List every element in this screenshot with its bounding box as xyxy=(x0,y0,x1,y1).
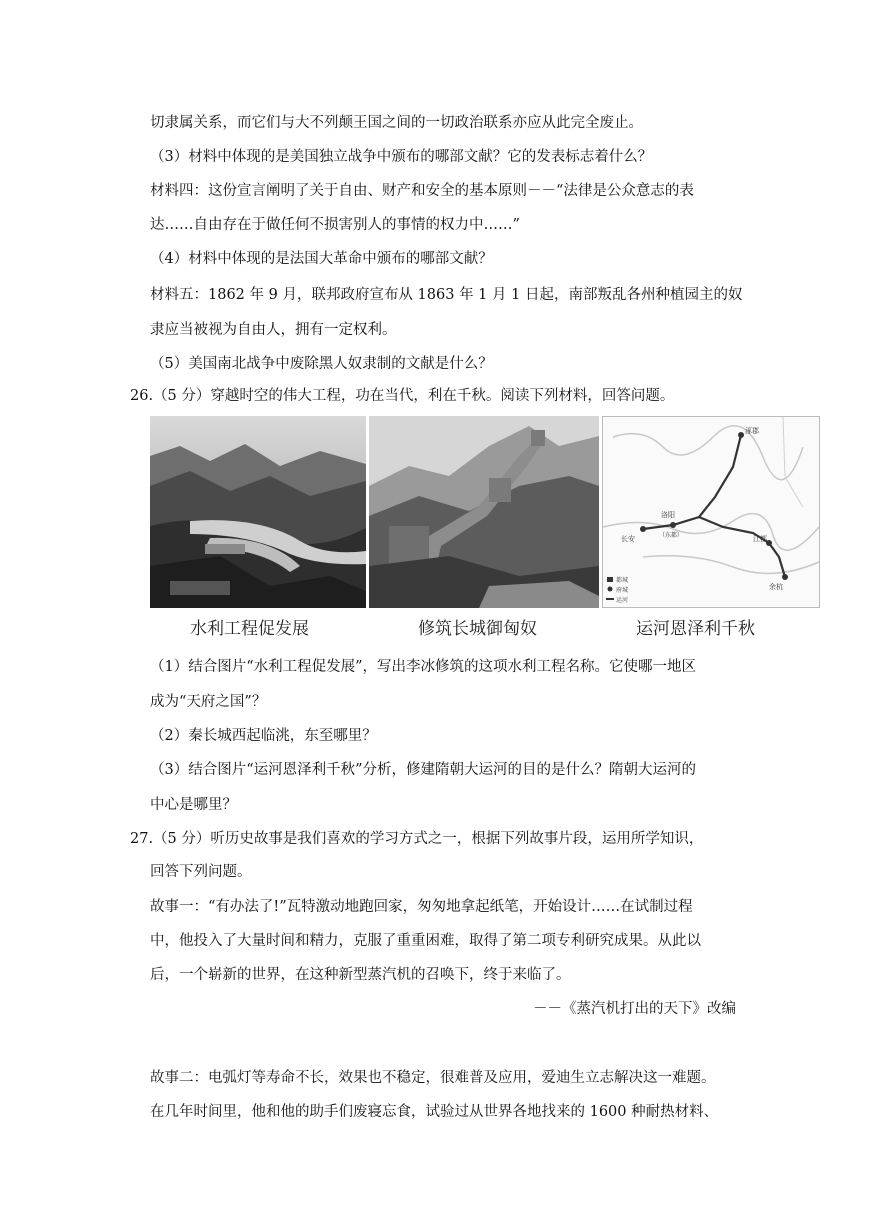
dujiangyan-photo xyxy=(150,416,366,608)
question-26-1-line-1: （1）结合图片“水利工程促发展”，写出李冰修筑的这项水利工程名称。它使哪一地区 xyxy=(150,659,697,675)
figure-row xyxy=(150,416,820,608)
question-27-line-2: 回答下列问题。 xyxy=(150,864,252,880)
question-26: 26.（5 分）穿越时空的伟大工程，功在当代，利在千秋。阅读下列材料，回答问题。 xyxy=(130,388,675,404)
question-25-4: （4）材料中体现的是法国大革命中颁布的哪部文献？ xyxy=(150,251,493,267)
question-27-line-1: 27.（5 分）听历史故事是我们喜欢的学习方式之一，根据下列故事片段，运用所学知识， xyxy=(130,831,704,847)
grand-canal-map xyxy=(602,416,820,608)
material-4-line-1: 材料四：这份宣言阐明了关于自由、财产和安全的基本原则－－“法律是公众意志的表 xyxy=(150,183,694,199)
material-5-line-1: 材料五：1862 年 9 月，联邦政府宣布从 1863 年 1 月 1 日起，南部叛乱各州种植园主的奴 xyxy=(150,287,743,303)
map-label-yuhang: 余杭 xyxy=(769,583,783,591)
question-26-2: （2）秦长城西起临洮，东至哪里？ xyxy=(150,728,377,744)
map-label-dongdu: （东都） xyxy=(659,532,684,539)
question-25-5: （5）美国南北战争中废除黑人奴隶制的文献是什么？ xyxy=(150,356,493,372)
question-26-3-line-2: 中心是哪里？ xyxy=(150,797,237,813)
great-wall-photo xyxy=(369,416,599,608)
map-label-luoyang: 洛阳 xyxy=(661,511,675,519)
material-4-line-2: 达……自由存在于做任何不损害别人的事情的权力中……” xyxy=(150,217,520,233)
map-legend-canal: 运河 xyxy=(616,597,629,604)
map-label-jiangdu: 江都 xyxy=(753,535,767,543)
caption-great-wall: 修筑长城御匈奴 xyxy=(418,619,537,639)
story-1-line-3: 后，一个崭新的世界，在这种新型蒸汽机的召唤下，终于来临了。 xyxy=(150,967,571,983)
story-1-line-2: 中，他投入了大量时间和精力，克服了重重困难，取得了第二项专利研究成果。从此以 xyxy=(150,933,701,949)
question-25-3: （3）材料中体现的是美国独立战争中颁布的哪部文献？它的发表标志着什么？ xyxy=(150,149,653,165)
story-2-line-1: 故事二：电弧灯等寿命不长，效果也不稳定，很难普及应用，爱迪生立志解决这一难题。 xyxy=(150,1070,716,1086)
material-5-line-2: 隶应当被视为自由人，拥有一定权利。 xyxy=(150,322,397,338)
question-26-1-line-2: 成为“天府之国”？ xyxy=(150,694,267,710)
story-1-source: －－《蒸汽机打出的天下》改编 xyxy=(533,1001,736,1017)
text-line: 切隶属关系，而它们与大不列颠王国之间的一切政治联系亦应从此完全废止。 xyxy=(150,115,643,131)
caption-water-project: 水利工程促发展 xyxy=(190,619,309,639)
map-label-changan: 长安 xyxy=(621,535,635,543)
map-legend-city: 府城 xyxy=(616,587,629,594)
map-label-zhuojun: 涿郡 xyxy=(745,427,759,435)
caption-grand-canal: 运河恩泽利千秋 xyxy=(636,619,755,639)
story-2-line-2: 在几年时间里，他和他的助手们废寝忘食，试验过从世界各地找来的 1600 种耐热材料、 xyxy=(150,1104,719,1120)
question-26-3-line-1: （3）结合图片“运河恩泽利千秋”分析，修建隋朝大运河的目的是什么？隋朝大运河的 xyxy=(150,762,697,778)
story-1-line-1: 故事一：“有办法了!”瓦特激动地跑回家，匆匆地拿起纸笔，开始设计……在试制过程 xyxy=(150,899,693,915)
map-legend-capital: 都城 xyxy=(616,577,629,584)
